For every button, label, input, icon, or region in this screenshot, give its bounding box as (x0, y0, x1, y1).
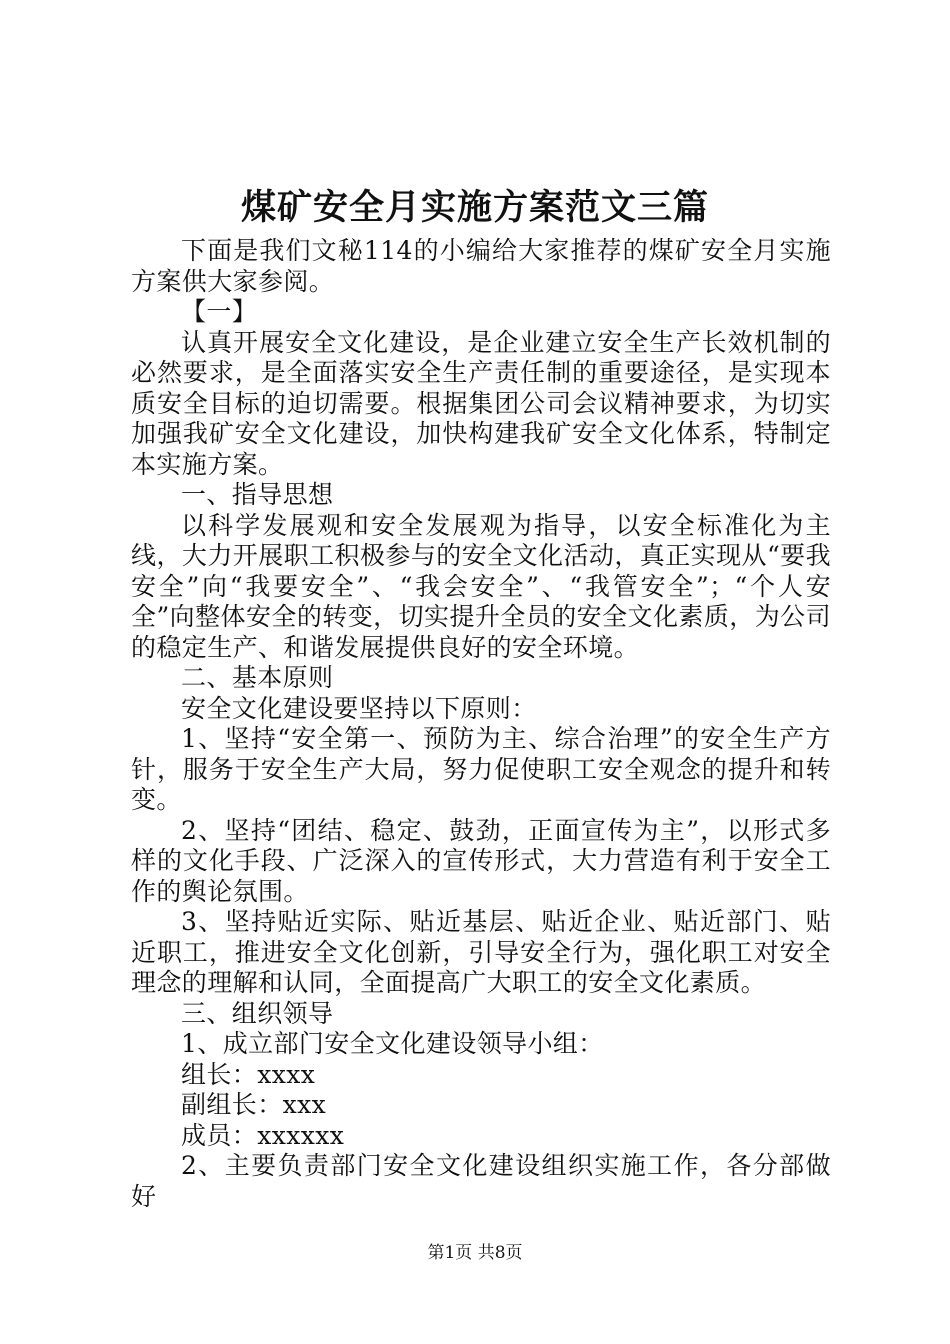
team-leader: 组长：xxxx (181, 1059, 316, 1089)
section-marker: 【一】 (181, 297, 258, 326)
organization-item-2: 2、主要负责部门安全文化建设组织实施工作，各分部做好 (131, 1151, 831, 1211)
organization-item-1: 1、成立部门安全文化建设领导小组： (181, 1029, 604, 1058)
team-deputy-leader: 副组长：xxx (181, 1090, 327, 1119)
paragraph-principles-intro: 安全文化建设要坚持以下原则： (181, 693, 537, 723)
heading-guiding-ideology: 一、指导思想 (181, 480, 334, 509)
principle-item-1: 1、坚持“安全第一、预防为主、综合治理”的安全生产方针，服务于安全生产大局，努力促使职工安全观念的提升和转变。 (131, 724, 831, 814)
paragraph-guiding-ideology: 以科学发展观和安全发展观为指导，以安全标准化为主线，大力开展职工积极参与的安全文化活动，真正实现从“要我安全”向“我要安全”、“我会安全”、“我管安全”；“个人安全”向整体安全的转变，切实提升全员的安全文化素质，为公司的稳定生产、和谐发展提供良好的安全环境。 (131, 510, 831, 662)
paragraph-purpose: 认真开展安全文化建设，是企业建立安全生产长效机制的必然要求，是全面落实安全生产责任制的重要途径，是实现本质安全目标的迫切需要。根据集团公司会议精神要求，为切实加强我矿安全文化建设，加快构建我矿安全文化体系，特制定本实施方案。 (131, 327, 831, 479)
principle-item-3: 3、坚持贴近实际、贴近基层、贴近企业、贴近部门、贴近职工，推进安全文化创新，引导安全行为，强化职工对安全理念的理解和认同，全面提高广大职工的安全文化素质。 (131, 907, 831, 997)
heading-organization: 三、组织领导 (181, 998, 334, 1028)
document-body (131, 236, 831, 1212)
page-number: 第1页 共8页 (427, 1243, 523, 1263)
heading-basic-principles: 二、基本原则 (181, 663, 334, 692)
principle-item-2: 2、坚持“团结、稳定、鼓劲，正面宣传为主”，以形式多样的文化手段、广泛深入的宣传形式，大力营造有利于安全工作的舆论氛围。 (131, 815, 831, 906)
paragraph-intro: 下面是我们文秘114的小编给大家推荐的煤矿安全月实施方案供大家参阅。 (131, 236, 831, 296)
team-members: 成员：xxxxxx (181, 1120, 345, 1150)
document-title: 煤矿安全月实施方案范文三篇 (240, 187, 709, 228)
